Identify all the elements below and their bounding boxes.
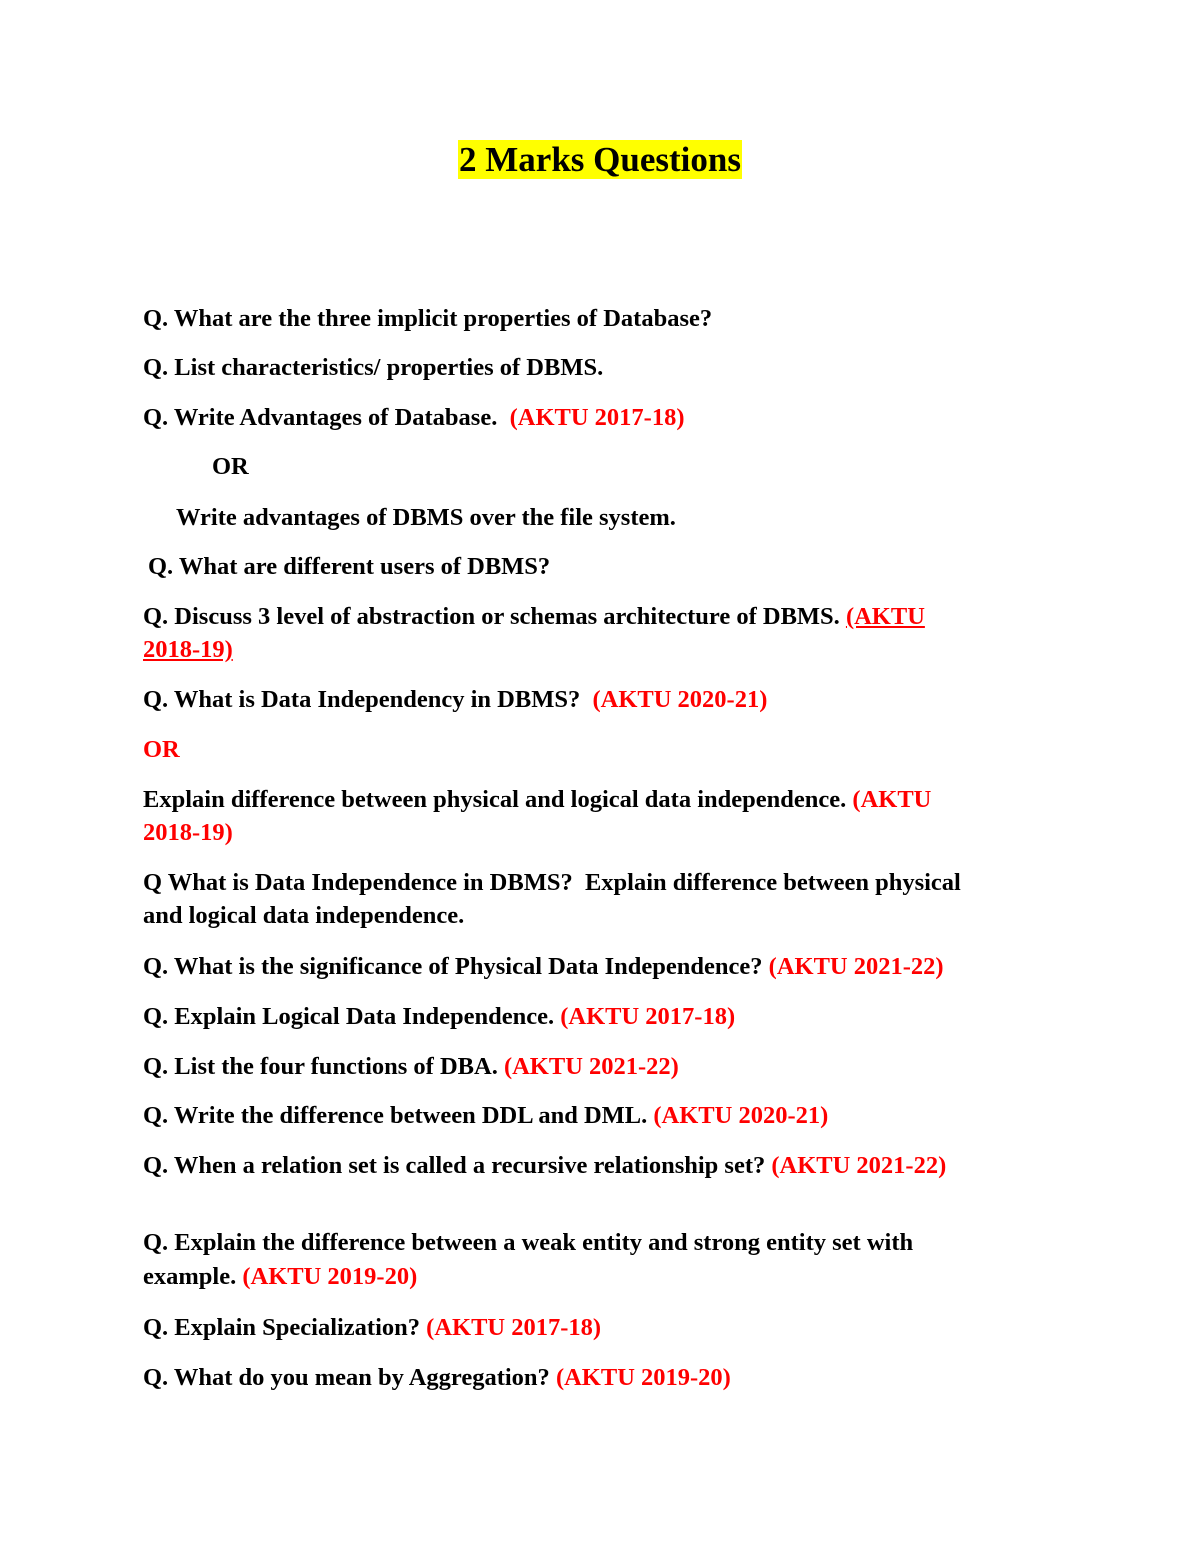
exam-tag: (AKTU 2017-18)	[426, 1314, 602, 1341]
question-14	[143, 1311, 601, 1345]
exam-tag: (AKTU	[845, 603, 925, 630]
question-9	[143, 1000, 735, 1034]
question-5-cont	[143, 633, 233, 667]
question-text: Q. List the four functions of DBA.	[143, 1053, 498, 1080]
or-separator-2	[143, 733, 180, 767]
exam-tag: (AKTU 2017-18)	[509, 404, 685, 431]
question-text: Explain difference between physical and logical data independence.	[143, 786, 847, 813]
question-3-alt	[176, 501, 676, 535]
exam-tag: (AKTU 2017-18)	[560, 1003, 736, 1030]
question-13-cont	[143, 1260, 417, 1294]
question-text: Q. List characteristics/ properties of DBMS.	[143, 354, 604, 381]
question-12	[143, 1149, 946, 1183]
exam-tag: 2018-19)	[143, 819, 233, 846]
exam-tag: (AKTU 2020-21)	[653, 1102, 829, 1129]
question-text: Q. Write Advantages of Database.	[143, 404, 498, 431]
question-text: Q. When a relation set is called a recursive relationship set?	[143, 1152, 766, 1179]
question-text: Q. Explain Specialization?	[143, 1314, 421, 1341]
or-text: OR	[212, 453, 249, 480]
question-text: Write advantages of DBMS over the file system.	[176, 504, 676, 531]
question-5	[143, 600, 925, 634]
question-text: Q. What do you mean by Aggregation?	[143, 1364, 550, 1391]
question-text: Q. Discuss 3 level of abstraction or schemas architecture of DBMS.	[143, 603, 840, 630]
or-text: OR	[143, 736, 180, 763]
question-8	[143, 950, 944, 984]
question-7-cont	[143, 899, 464, 933]
question-13	[143, 1226, 913, 1260]
page-title	[0, 138, 1200, 182]
question-7	[143, 866, 961, 900]
exam-tag: (AKTU 2021-22)	[771, 1152, 947, 1179]
exam-tag: (AKTU	[852, 786, 932, 813]
question-2	[143, 351, 603, 385]
question-1	[143, 302, 712, 336]
question-text: Q. What is the significance of Physical Data Independence?	[143, 953, 763, 980]
question-text: Q. What are different users of DBMS?	[148, 553, 551, 580]
exam-tag: 2018-19)	[143, 636, 233, 663]
question-text: Q. What are the three implicit properties of Database?	[143, 305, 713, 332]
exam-tag: (AKTU 2019-20)	[555, 1364, 731, 1391]
exam-tag: (AKTU 2021-22)	[503, 1053, 679, 1080]
question-6	[143, 683, 767, 717]
question-text: and logical data independence.	[143, 902, 465, 929]
question-11	[143, 1099, 828, 1133]
question-text: example.	[143, 1263, 237, 1290]
question-6-alt	[143, 783, 931, 817]
question-3	[143, 401, 684, 435]
or-separator-1	[212, 450, 249, 484]
question-10	[143, 1050, 679, 1084]
question-4	[148, 550, 550, 584]
question-text: Q. Explain the difference between a weak entity and strong entity set with	[143, 1229, 914, 1256]
question-text: Q What is Data Independence in DBMS? Explain difference between physical	[143, 869, 961, 896]
question-15	[143, 1361, 731, 1395]
question-6-alt-cont	[143, 816, 233, 850]
exam-tag: (AKTU 2020-21)	[592, 686, 768, 713]
exam-tag: (AKTU 2021-22)	[768, 953, 944, 980]
question-text: Q. What is Data Independency in DBMS?	[143, 686, 581, 713]
title-highlight: 2 Marks Questions	[459, 140, 741, 179]
question-text: Q. Explain Logical Data Independence.	[143, 1003, 555, 1030]
exam-tag: (AKTU 2019-20)	[242, 1263, 418, 1290]
question-text: Q. Write the difference between DDL and DML.	[143, 1102, 648, 1129]
